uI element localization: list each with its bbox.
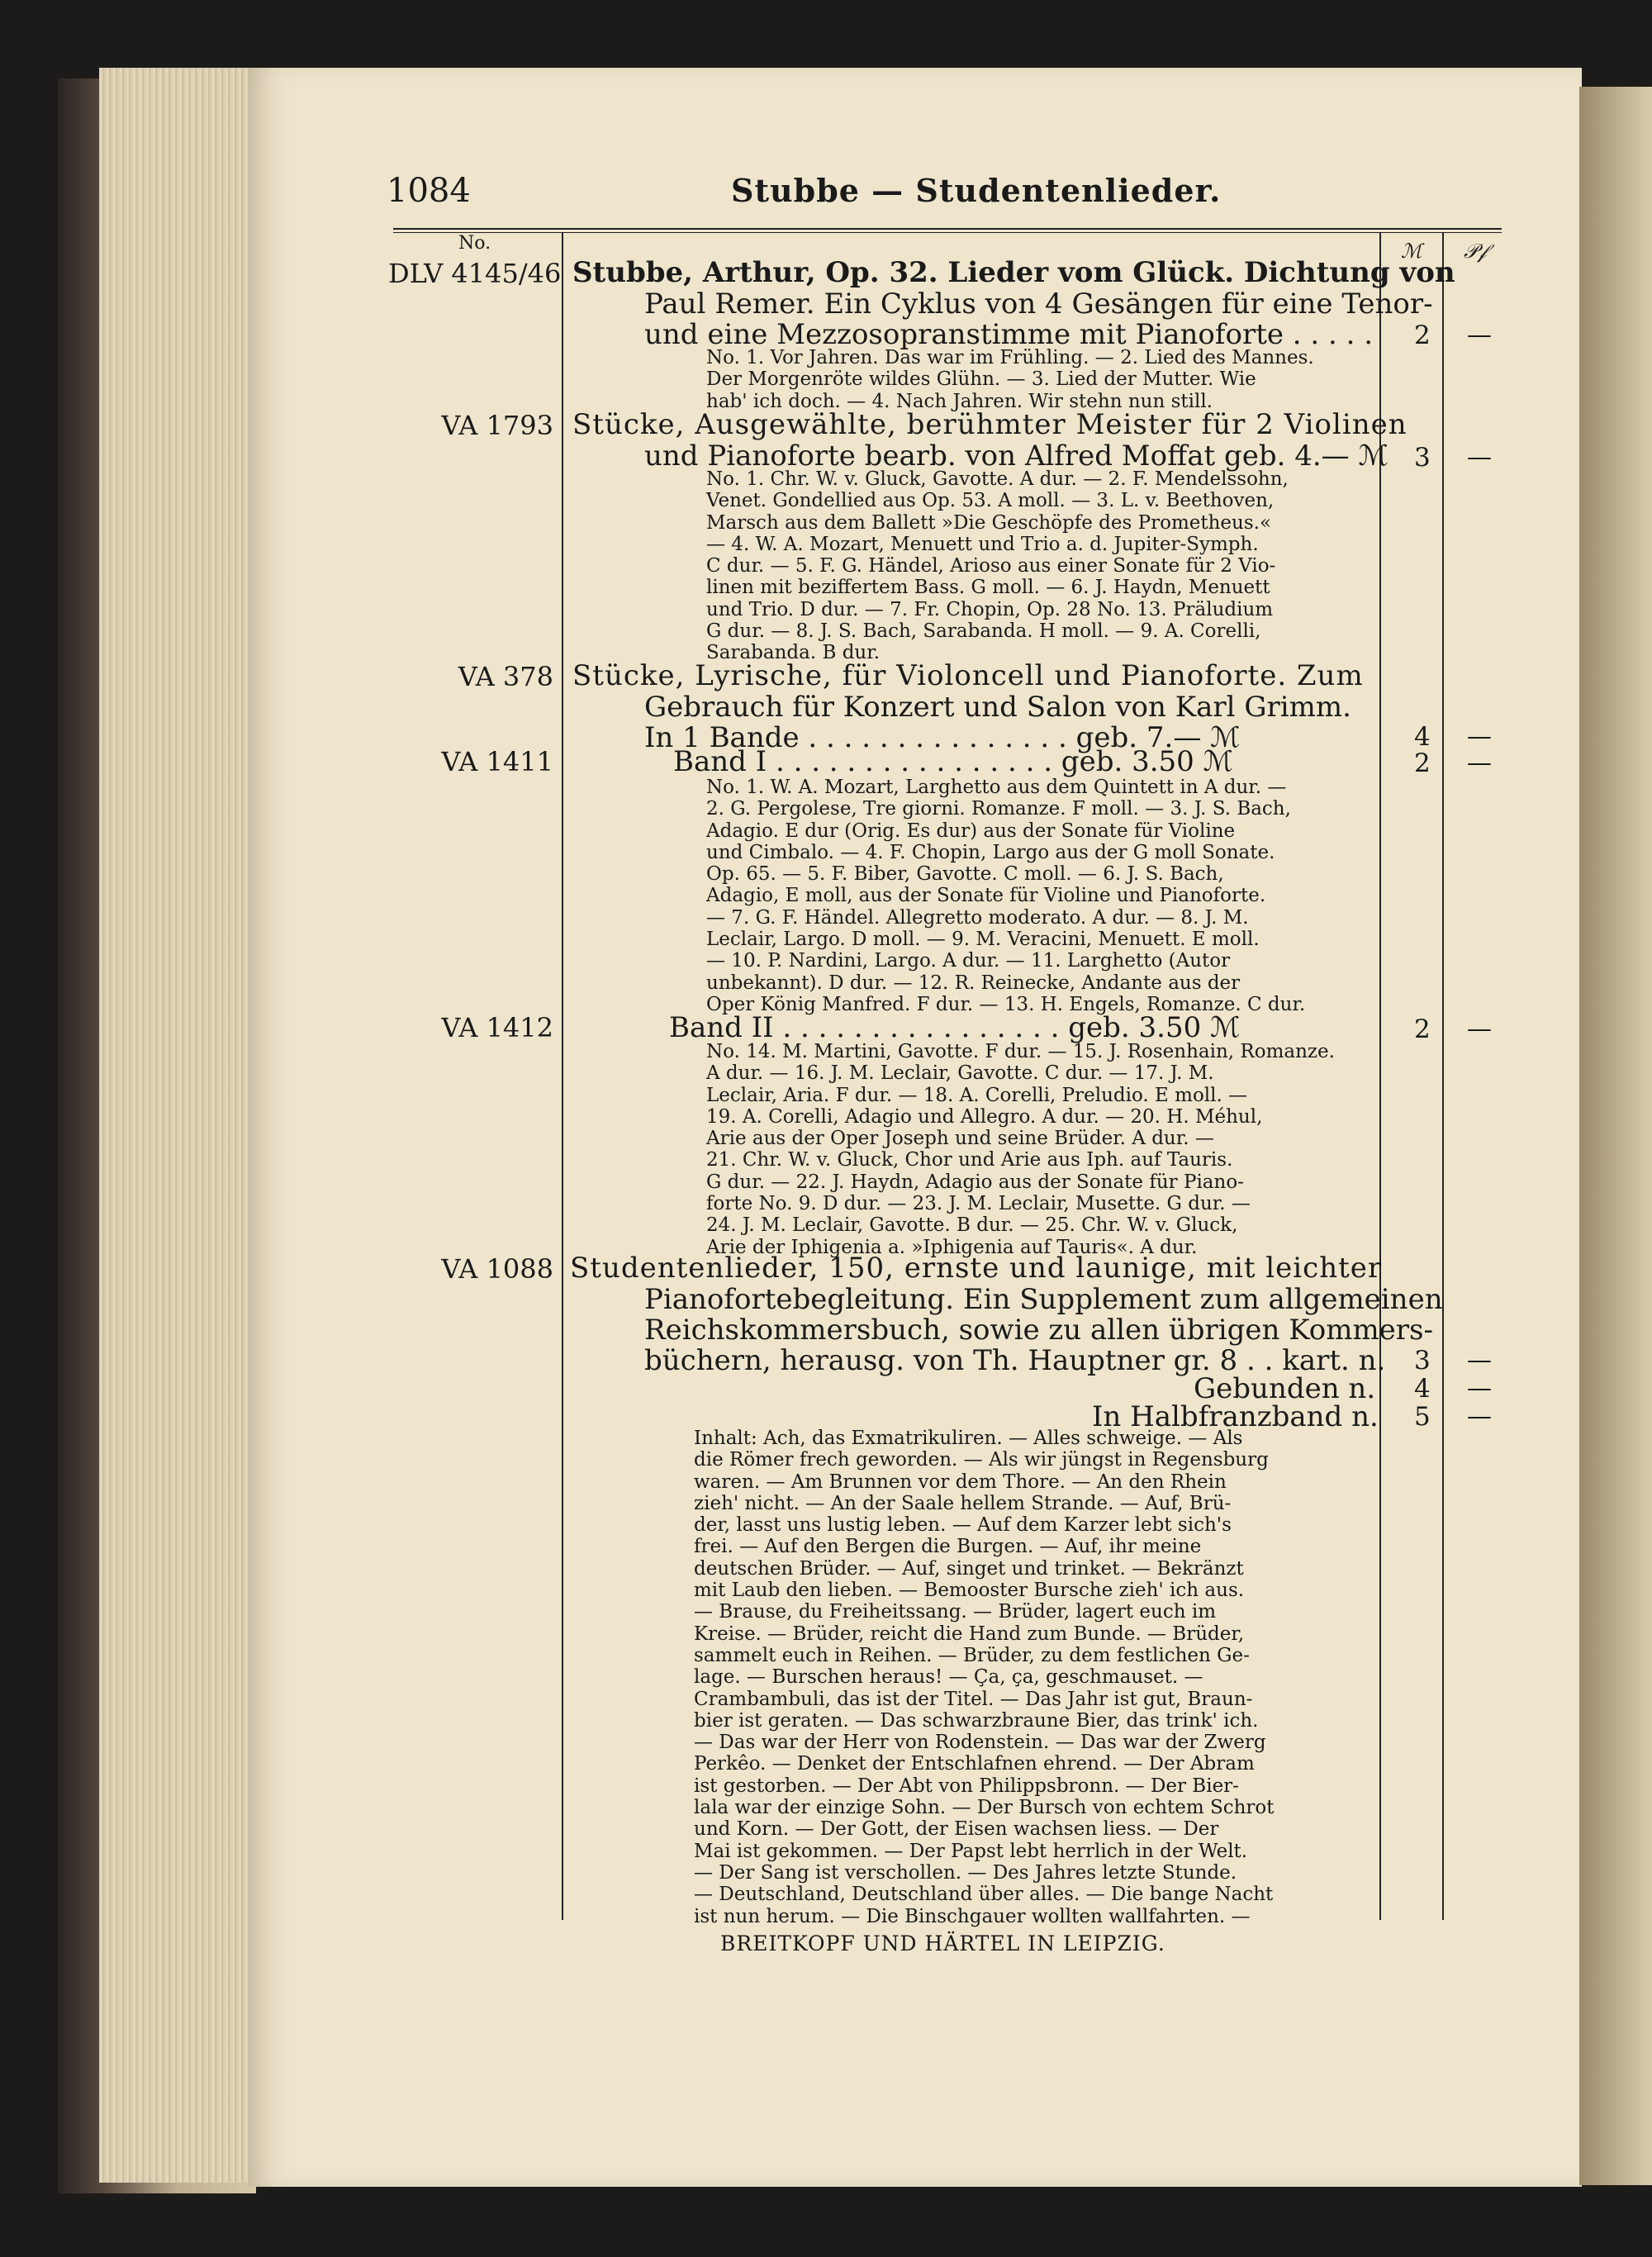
price-mark: 3 (1414, 1346, 1431, 1376)
entry-line: Pianofortebegleitung. Ein Supplement zum allgemeinen (644, 1283, 1443, 1316)
price-mark: 4 (1414, 1374, 1431, 1404)
entry-title-line: Stücke, Lyrische, für Violoncell und Pianoforte. Zum (572, 659, 1364, 692)
entry-line: Paul Remer. Ein Cyklus von 4 Gesängen für eine Tenor- (644, 287, 1433, 321)
entry-line: Band I . . . . . . . . . . . . . . . . geb. 3.50 ℳ (673, 745, 1233, 778)
entry-number: VA 1411 (441, 746, 553, 777)
entry-line: und eine Mezzosopranstimme mit Pianoforte . . . . . (644, 318, 1374, 351)
column-divider-pf (1442, 233, 1444, 1920)
header-rule (393, 228, 1502, 230)
column-divider-no (562, 233, 563, 1920)
entry-contents: No. 1. W. A. Mozart, Larghetto aus dem Quintett in A dur. — 2. G. Pergolese, Tre giorni. Romanze. F moll. — 3. J. S. Bach, Adagio. E dur (Orig. Es dur) aus der Sonate für Violine und Cimbalo. — 4. F. Chopin, Largo aus der G moll Sonate. Op. 65. — 5. F. Biber, Gavotte. C moll. — 6. J. S. Bach, Adagio, E moll, aus der Sonate für Violine und Pianoforte. — 7. G. F. Händel. Allegretto moderato. A dur. — 8. J. M. Leclair, Largo. D moll. — 9. M. Veracini, Menuett. E moll. — 10. P. Nardini, Largo. A dur. — 11. Larghetto (Autor unbekannt). D dur. — 12. R. Reinecke, Andante aus der Oper König Manfred. F dur. — 13. H. Engels, Romanze. C dur. (706, 777, 1306, 1015)
entry-line: Gebrauch für Konzert und Salon von Karl Grimm. (644, 691, 1351, 724)
price-pf: — (1467, 1346, 1492, 1375)
price-pf: — (1467, 321, 1492, 349)
entry-line: Reichskommersbuch, sowie zu allen übrigen Kommers- (644, 1314, 1433, 1347)
entry-title-line: Stücke, Ausgewählte, berühmter Meister für 2 Violinen (572, 408, 1408, 441)
facing-page-edge (1579, 87, 1652, 2185)
price-mark: 3 (1414, 443, 1431, 473)
column-divider-mark (1379, 233, 1381, 1920)
price-pf: — (1467, 1014, 1492, 1043)
price-mark: 2 (1414, 321, 1431, 350)
entry-number: VA 1793 (441, 410, 553, 441)
column-header-mark: ℳ (1401, 240, 1422, 263)
price-pf: — (1467, 1374, 1492, 1403)
page-stack-edge (99, 68, 264, 2183)
entry-contents: No. 1. Chr. W. v. Gluck, Gavotte. A dur. — 2. F. Mendelssohn, Venet. Gondellied aus Op. 53. A moll. — 3. L. v. Beethoven, Marsch aus dem Ballett »Die Geschöpfe des Prometheus.« — 4. W. A. Mozart, Menuett und Trio a. d. Jupiter-Symph. C dur. — 5. F. G. Händel, Arioso aus einer Sonate für 2 Vio- linen mit beziffertem Bass. G moll. — 6. J. Haydn, Menuett und Trio. D dur. — 7. Fr. Chopin, Op. 28 No. 13. Präludium G dur. — 8. J. S. Bach, Sarabanda. H moll. — 9. A. Corelli, Sarabanda. B dur. (706, 468, 1289, 664)
entry-contents: No. 14. M. Martini, Gavotte. F dur. — 15. J. Rosenhain, Romanze. A dur. — 16. J. M. Leclair, Gavotte. C dur. — 17. J. M. Leclair, Aria. F dur. — 18. A. Corelli, Preludio. E moll. — 19. A. Corelli, Adagio und Allegro. A dur. — 20. H. Méhul, Arie aus der Oper Joseph und seine Brüder. A dur. — 21. Chr. W. v. Gluck, Chor und Arie aus Iph. auf Tauris. G dur. — 22. J. Haydn, Adagio aus der Sonate für Piano- forte No. 9. D dur. — 23. J. M. Leclair, Musette. G dur. — 24. J. M. Leclair, Gavotte. B dur. — 25. Chr. W. v. Gluck, Arie der Iphigenia a. »Iphigenia auf Tauris«. A dur. (706, 1041, 1335, 1258)
entry-line: In 1 Bande . . . . . . . . . . . . . . . geb. 7.— ℳ (644, 721, 1241, 754)
entry-line: Band II . . . . . . . . . . . . . . . . geb. 3.50 ℳ (669, 1011, 1241, 1044)
page-header: Stubbe — Studentenlieder. (731, 172, 1222, 209)
header-rule-thin (393, 232, 1502, 233)
price-pf: — (1467, 748, 1492, 777)
page-footer: BREITKOPF UND HÄRTEL IN LEIPZIG. (720, 1932, 1165, 1955)
entry-line: In Halbfranzband n. (1092, 1400, 1379, 1433)
entry-title-line: Studentenlieder, 150, ernste und launige, mit leichter (570, 1252, 1383, 1285)
entry-number: VA 378 (458, 661, 553, 692)
price-pf: — (1467, 722, 1492, 751)
price-mark: 4 (1414, 722, 1431, 752)
page-number: 1084 (387, 172, 471, 210)
price-mark: 2 (1414, 1014, 1431, 1044)
entry-contents: Inhalt: Ach, das Exmatrikuliren. — Alles schweige. — Als die Römer frech geworden. — Als wir jüngst in Regensburg waren. — Am Brunnen vor dem Thore. — An den Rhein zieh' nicht. — An der Saale hellem Strande. — Auf, Brü- der, lasst uns lustig leben. — Auf dem Karzer lebt sich's frei. — Auf den Bergen die Burgen. — Auf, ihr meine deutschen Brüder. — Auf, singet und trinket. — Bekränzt mit Laub den lieben. — Bemooster Bursche zieh' ich aus. — Brause, du Freiheitssang. — Brüder, lagert euch im Kreise. — Brüder, reicht die Hand zum Bunde. — Brüder, sammelt euch in Reihen. — Brüder, zu dem festlichen Ge- lage. — Burschen heraus! — Ça, ça, geschmauset. — Crambambuli, das ist der Titel. — Das Jahr ist gut, Braun- bier ist geraten. — Das schwarzbraune Bier, das trink' ich. — Das war der Herr von Rodenstein. — Das war der Zwerg Perkêo. — Denket der Entschlafnen ehrend. — Der Abram ist gestorben. — Der Abt von Philippsbronn. — Der Bier- lala war der einzige Sohn. — Der Bursch von echtem Schrot und Korn. — Der Gott, der Eisen wachsen liess. — Der Mai ist gekommen. — Der Papst lebt herrlich in der Welt. — Der Sang ist verschollen. — Des Jahres letzte Stunde. — Deutschland, Deutschland über alles. — Die bange Nacht ist nun herum. — Die Binschgauer wollten wallfahrten. — (694, 1428, 1275, 1927)
entry-number: DLV 4145/46 (388, 258, 562, 289)
price-pf: — (1467, 443, 1492, 472)
entry-line: Gebunden n. (1194, 1372, 1376, 1405)
entry-title-line: Stubbe, Arthur, Op. 32. Lieder vom Glück. Dichtung von (572, 256, 1455, 289)
price-mark: 5 (1414, 1402, 1431, 1432)
entry-number: VA 1412 (441, 1012, 553, 1043)
entry-contents: No. 1. Vor Jahren. Das war im Frühling. — 2. Lied des Mannes. Der Morgenröte wildes Glühn. — 3. Lied der Mutter. Wie hab' ich doch. — 4. Nach Jahren. Wir stehn nun still. (706, 347, 1314, 412)
entry-number: VA 1088 (441, 1253, 553, 1285)
entry-line: büchern, herausg. von Th. Hauptner gr. 8 . . kart. n. (644, 1344, 1386, 1377)
column-header-no: No. (458, 233, 491, 254)
column-header-pf: 𝒫𝒻 (1464, 240, 1488, 263)
price-mark: 2 (1414, 748, 1431, 778)
entry-line: und Pianoforte bearb. von Alfred Moffat geb. 4.— ℳ (644, 440, 1389, 473)
price-pf: — (1467, 1402, 1492, 1431)
